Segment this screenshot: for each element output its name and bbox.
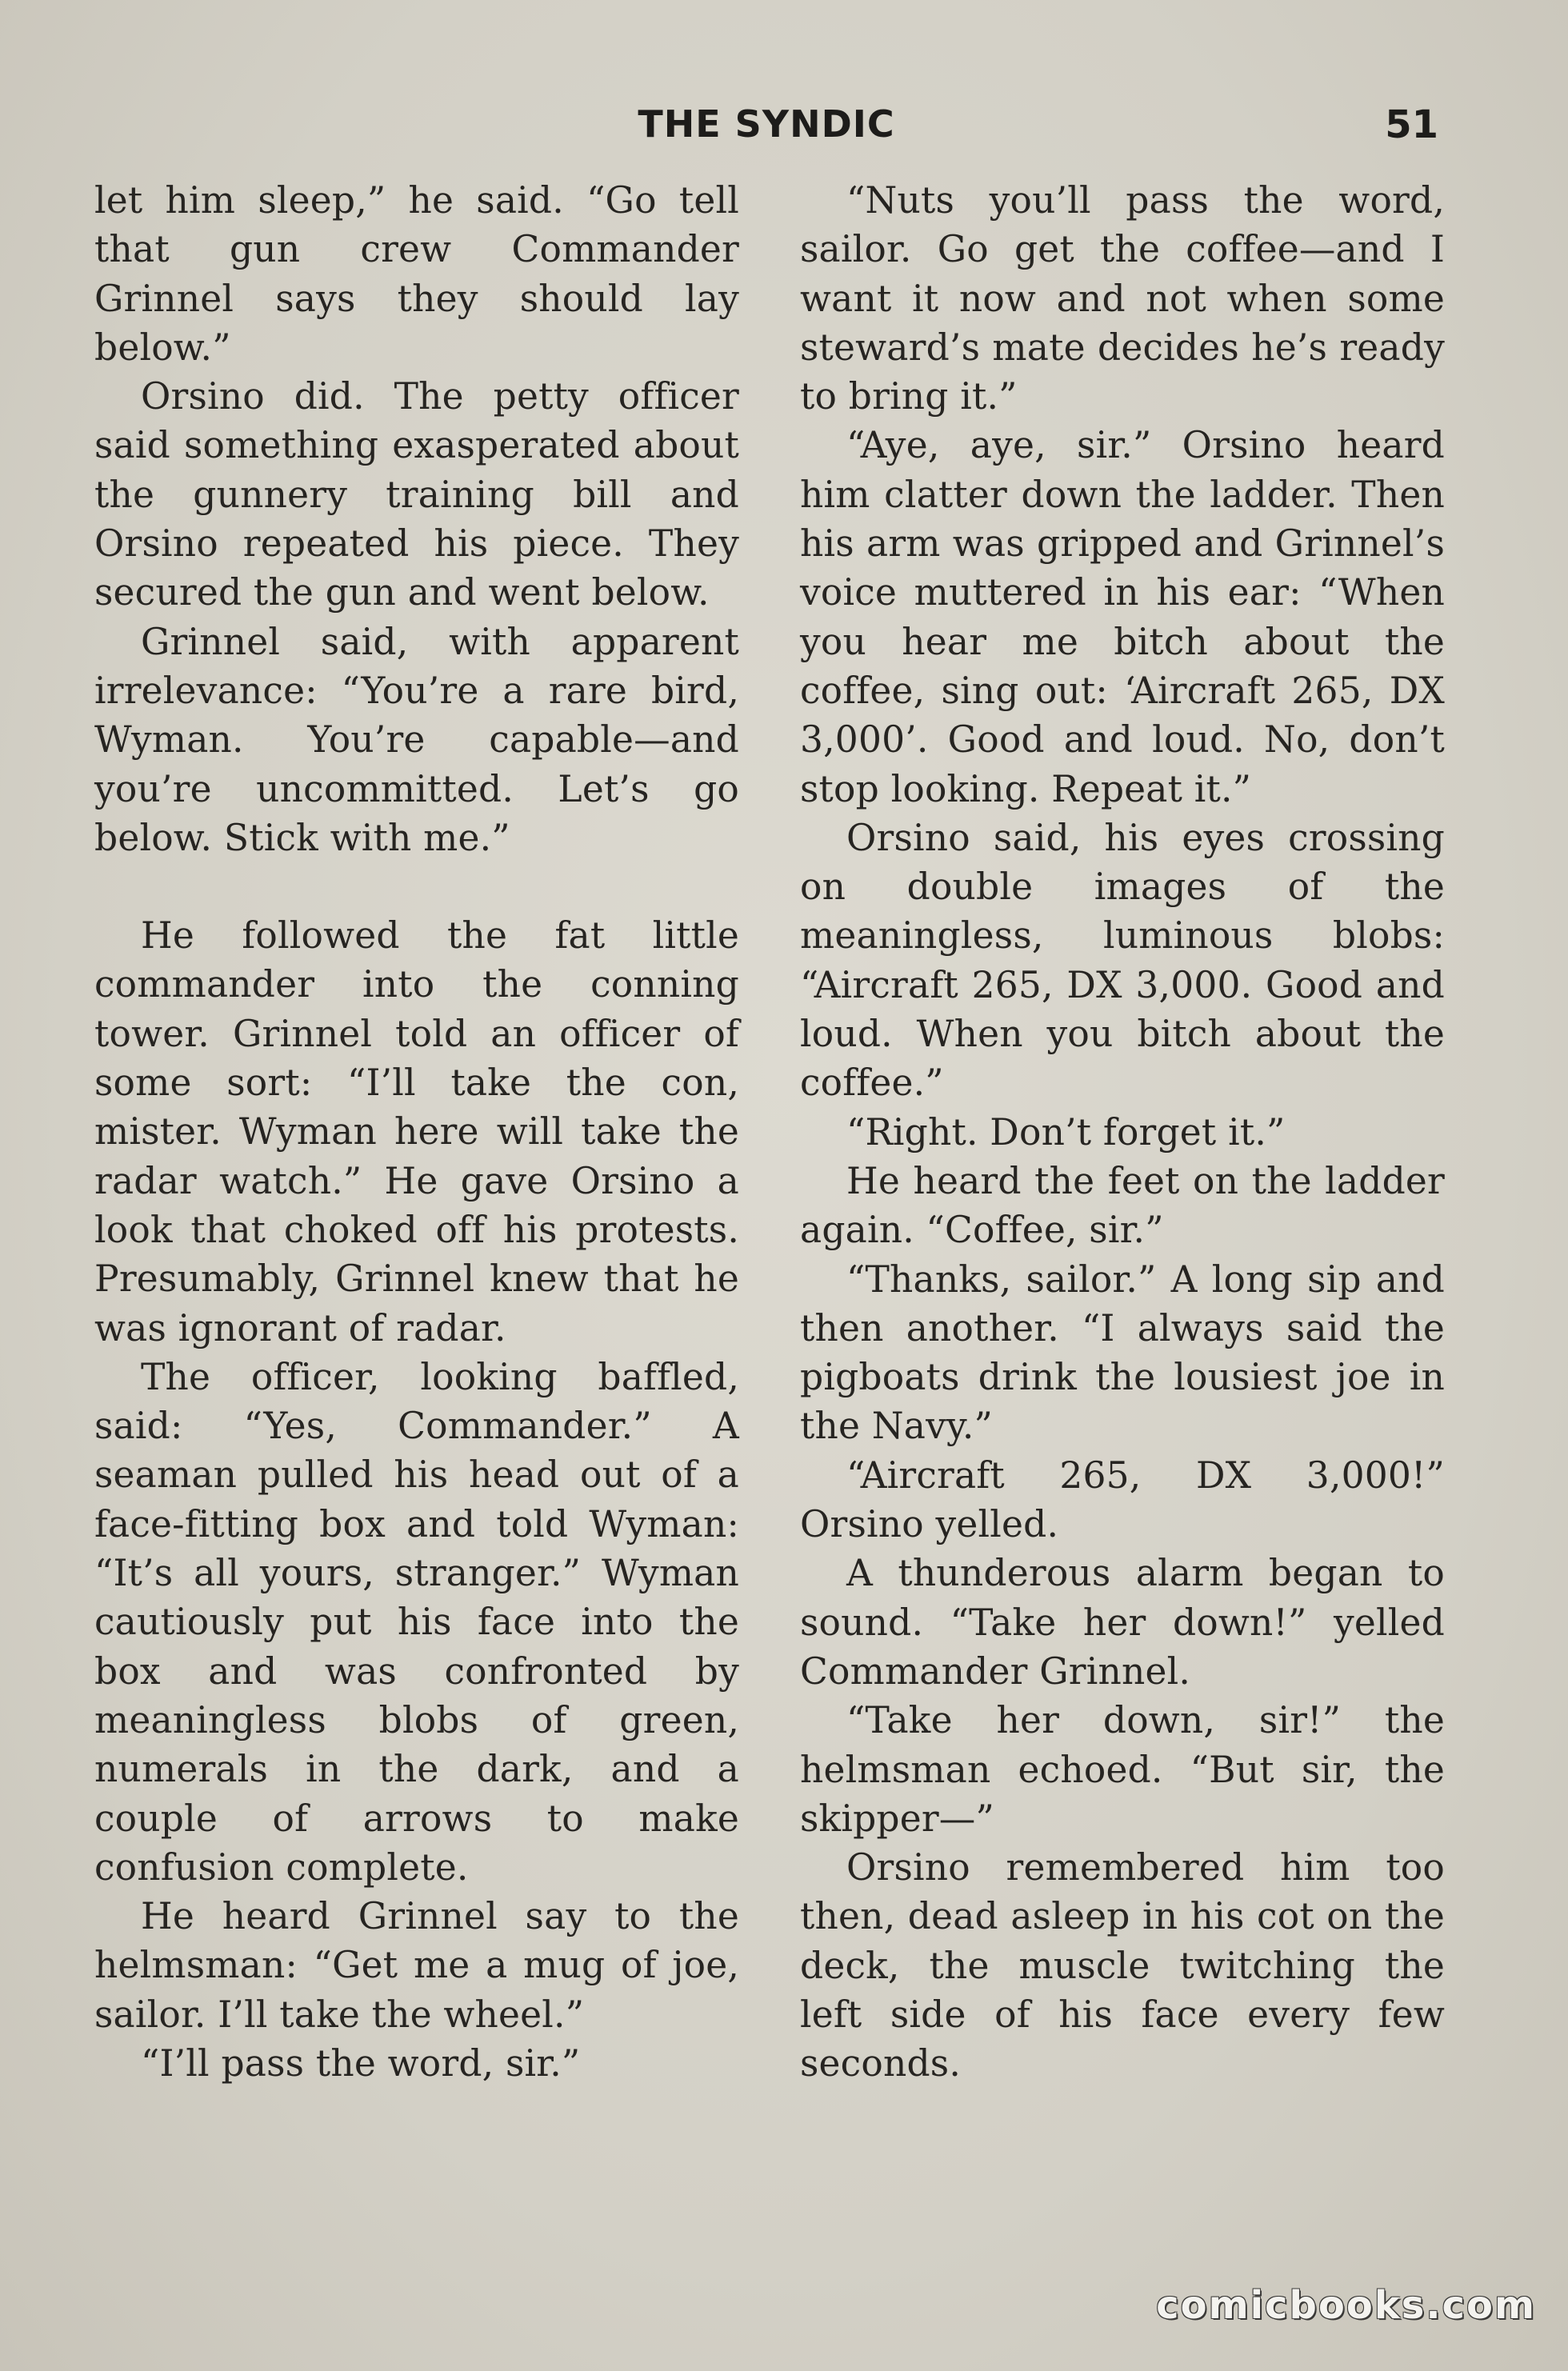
paragraph: A thunderous alarm began to sound. “Take her down!” yelled Commander Grinnel. — [800, 1552, 1445, 1693]
paragraph: “Right. Don’t forget it.” — [846, 1110, 1286, 1154]
paragraph: The officer, looking baffled, said: “Yes, Commander.” A seaman pulled his head out of a face-fitting box and told Wyman: “It’s all yours, stranger.” Wyman cautiously put his face into the box and was confronted by meaningless blobs of green, numerals in the dark, and a couple of arrows to make confusion complete. — [94, 1355, 739, 1889]
watermark: comicbooks.com — [1156, 2283, 1536, 2328]
paragraph: He followed the fat little commander into the conning tower. Grinnel told an officer of some sort: “I’ll take the con, mister. Wyman here will take the radar watch.” He gave Orsino a look that choked off his protests. Presumably, Grinnel knew that he was ignorant of radar. — [94, 914, 739, 1349]
paragraph: “Nuts you’ll pass the word, sailor. Go get the coffee—and I want it now and not when some steward’s mate decides he’s ready to bring it.” — [800, 179, 1445, 418]
paragraph: “I’ll pass the word, sir.” — [141, 2041, 581, 2085]
running-title: THE SYNDIC — [638, 102, 895, 146]
paragraph: Orsino remembered him too then, dead asleep in his cot on the deck, the muscle twitching the left side of his face every few seconds. — [800, 1846, 1445, 2085]
paragraph: “Aye, aye, sir.” Orsino heard him clatter down the ladder. Then his arm was gripped and Grinnel’s voice muttered in his ear: “When you hear me bitch about the coffee, sing out: ‘Aircraft 265, DX 3,000’. Good and loud. No, don’t stop looking. Repeat it.” — [800, 424, 1445, 810]
paragraph: “Thanks, sailor.” A long sip and then another. “I always said the pigboats drink the lousiest joe in the Navy.” — [800, 1257, 1445, 1448]
paragraph: Orsino said, his eyes crossing on double images of the meaningless, luminous blobs: “Aircraft 265, DX 3,000. Good and loud. When you bitch about the coffee.” — [800, 816, 1445, 1105]
paragraph: He heard the feet on the ladder again. “Coffee, sir.” — [800, 1159, 1445, 1252]
page-number: 51 — [1385, 102, 1438, 147]
paragraph: Grinnel said, with apparent irrelevance: “You’re a rare bird, Wyman. You’re capable—and you’re uncommitted. Let’s go below. Stick with me.” — [94, 620, 739, 859]
paragraph: let him sleep,” he said. “Go tell that gun crew Commander Grinnel says they should lay below.” — [94, 179, 739, 369]
left-column — [94, 176, 739, 2088]
page-header — [94, 102, 1438, 158]
paragraph: “Aircraft 265, DX 3,000!” Orsino yelled. — [800, 1453, 1445, 1546]
right-column — [800, 176, 1445, 2089]
paragraph: He heard Grinnel say to the helmsman: “Get me a mug of joe, sailor. I’ll take the wheel.” — [94, 1895, 739, 2036]
paragraph: Orsino did. The petty officer said something exasperated about the gunnery training bill and Orsino repeated his piece. They secured the gun and went below. — [94, 375, 739, 614]
paragraph: “Take her down, sir!” the helmsman echoed. “But sir, the skipper—” — [800, 1699, 1445, 1840]
